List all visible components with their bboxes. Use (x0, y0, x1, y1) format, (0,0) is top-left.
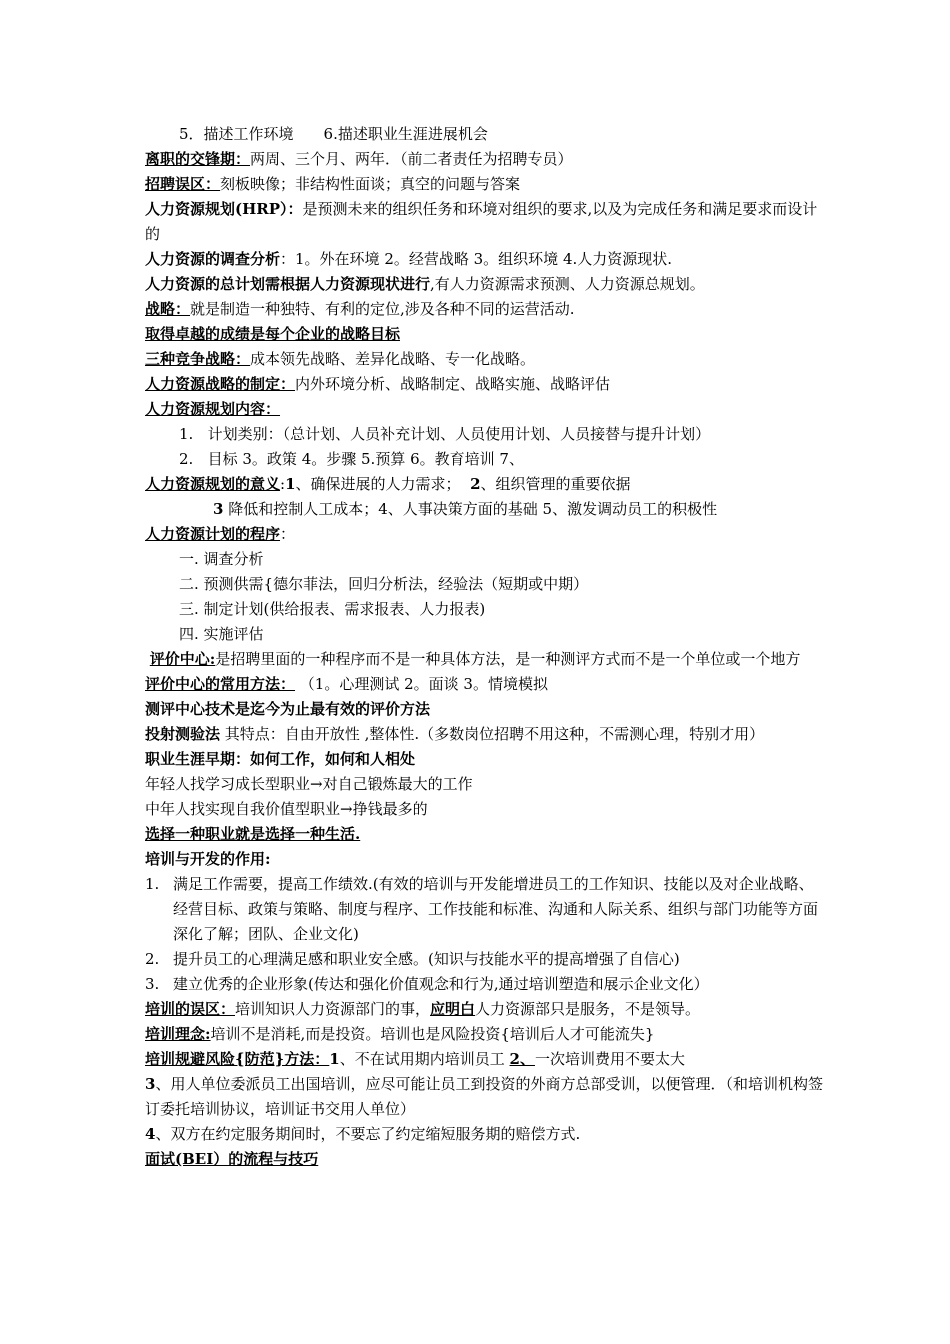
list-number: 1. (145, 875, 160, 893)
text-2: 一次培训费用不要太大 (534, 1050, 685, 1068)
heading-hr-plan-significance: 人力资源规划的意义 (145, 475, 281, 493)
heading-hrp: 人力资源规划(HRP）： (145, 200, 303, 218)
heading-hr-plan-procedure: 人力资源计划的程序 (145, 525, 281, 543)
list-text: 计划类别：（总计划、人员补充计划、人员使用计划、人员接替与提升计划） (207, 425, 711, 443)
heading-early-career: 职业生涯早期：如何工作，如何和人相处 (145, 750, 416, 768)
heading-hr-total-plan: 人力资源的总计划需根据人力资源现状进行 (145, 275, 431, 293)
num-1: 1 (285, 475, 296, 493)
line-27 (145, 797, 825, 822)
line-15 (145, 497, 825, 522)
text-young: 年轻人找学习成长型职业→对自己锻炼最大的工作 (145, 775, 473, 793)
heading-strategy: 战略： (145, 300, 191, 318)
text-hrp: 是预测未来的组织任务和环境对组织的要求,以及为完成任务和满足要求而设计的 (145, 200, 818, 243)
heading-understand: 应明白 (430, 1000, 476, 1018)
heading-recruit-misconception: 招聘误区： (145, 175, 221, 193)
num-4: 4 (145, 1125, 156, 1143)
step-1: 一. 调查分析 (179, 550, 264, 568)
line-1 (145, 122, 825, 147)
line-18 (145, 572, 825, 597)
heading-assessment-methods: 评价中心的常用方法： (145, 675, 296, 693)
colon: : (280, 475, 286, 493)
heading-assessment-center: 评价中心: (149, 650, 216, 668)
line-37 (145, 1122, 825, 1147)
num-3: 3 (213, 500, 224, 518)
line-22 (145, 672, 825, 697)
text-misconception: 培训知识人力资源部门的事， (235, 1000, 431, 1018)
line-11 (145, 397, 825, 422)
text-understand: 人力资源部只是服务，不是领导。 (475, 1000, 701, 1018)
line-36 (145, 1072, 825, 1122)
line-7 (145, 297, 825, 322)
text-hr-survey: ：1。外在环境 2。经营战略 3。组织环境 4.人力资源现状. (280, 250, 673, 268)
line-25 (145, 747, 825, 772)
text-4: 、双方在约定服务期间时，不要忘了约定缩短服务期的赔偿方式. (155, 1125, 581, 1143)
text-assessment-center: 是招聘里面的一种程序而不是一种具体方法，是一种测评方式而不是一个单位或一个地方 (215, 650, 801, 668)
heading-hr-survey: 人力资源的调查分析 (145, 250, 281, 268)
heading-assessment-most-effective: 测评中心技术是迄今为止最有效的评价方法 (145, 700, 431, 718)
list-item-2 (145, 947, 825, 972)
num-2: 2、 (509, 1050, 535, 1068)
line-34 (145, 1022, 825, 1047)
line-19 (145, 597, 825, 622)
heading-resignation: 离职的交锋期： (145, 150, 251, 168)
line-10 (145, 372, 825, 397)
item-6: 6.描述职业生涯进展机会 (323, 125, 488, 143)
step-4: 四. 实施评估 (179, 625, 264, 643)
text-competitive-strategies: 成本领先战略、差异化战略、专一化战略。 (250, 350, 536, 368)
text-hr-strategy-making: 内外环境分析、战略制定、战略实施、战略评估 (295, 375, 611, 393)
list-text: 目标 3。政策 4。步骤 5.预算 6。教育培训 7、 (207, 450, 524, 468)
heading-training-role: 培训与开发的作用: (145, 850, 271, 868)
heading-projective-test: 投射测验法 (145, 725, 221, 743)
line-16 (145, 522, 825, 547)
line-12 (145, 422, 825, 447)
heading-training-risk: 培训规避风险{防范}方法： (145, 1050, 330, 1068)
list-text: 建立优秀的企业形象(传达和强化价值观念和行为,通过培训塑造和展示企业文化） (173, 975, 709, 993)
text-recruit-misconception: 刻板映像；非结构性面谈；真空的问题与答案 (220, 175, 521, 193)
item-5: 5．描述工作环境 (179, 125, 294, 143)
line-4 (145, 197, 825, 247)
line-35 (145, 1047, 825, 1072)
colon: ： (280, 525, 296, 543)
list-number: 3. (145, 975, 160, 993)
line-5 (145, 247, 825, 272)
line-20 (145, 622, 825, 647)
heading-excellence: 取得卓越的成绩是每个企业的战略目标 (145, 325, 401, 343)
line-21 (145, 647, 825, 672)
text-strategy: 就是制造一种独特、有利的定位,涉及各种不同的运营活动. (190, 300, 575, 318)
text-resignation: 两周、三个月、两年．（前二者责任为招聘专员） (250, 150, 573, 168)
text-1: 、不在试用期内培训员工 (339, 1050, 505, 1068)
heading-interview-bei: 面试(BEI）的流程与技巧 (145, 1150, 319, 1168)
list-number: 1. (179, 425, 194, 443)
line-2 (145, 147, 825, 172)
line-23 (145, 697, 825, 722)
text-2: 、组织管理的重要依据 (480, 475, 631, 493)
line-26 (145, 772, 825, 797)
text-training-philosophy: 培训不是消耗,而是投资。培训也是风险投资{培训后人才可能流失} (210, 1025, 655, 1043)
heading-hr-strategy-making: 人力资源战略的制定： (145, 375, 296, 393)
line-8 (145, 322, 825, 347)
text-3: 降低和控制人工成本；4、人事决策方面的基础 5、激发调动员工的积极性 (228, 500, 718, 518)
text-projective-test: 其特点：自由开放性 ,整体性.（多数岗位招聘不用这种，不需测心理，特别才用） (224, 725, 765, 743)
text-middle-aged: 中年人找实现自我价值型职业→挣钱最多的 (145, 800, 428, 818)
list-item-1 (145, 872, 825, 947)
text-3: 、用人单位委派员工出国培训，应尽可能让员工到投资的外商方总部受训，以便管理．（和培训机构签订委托培训协议，培训证书交用人单位） (145, 1075, 823, 1118)
num-1: 1 (329, 1050, 340, 1068)
text-assessment-methods: （1。心理测试 2。面谈 3。情境模拟 (299, 675, 548, 693)
line-28 (145, 822, 825, 847)
step-2: 二. 预测供需{德尔菲法，回归分析法，经验法（短期或中期） (179, 575, 589, 593)
list-number: 2. (179, 450, 194, 468)
heading-competitive-strategies: 三种竞争战略： (145, 350, 251, 368)
line-3 (145, 172, 825, 197)
line-17 (145, 547, 825, 572)
line-38 (145, 1147, 825, 1172)
heading-training-philosophy: 培训理念: (145, 1025, 211, 1043)
line-6 (145, 272, 825, 297)
heading-training-misconception: 培训的误区： (145, 1000, 236, 1018)
line-33 (145, 997, 825, 1022)
list-number: 2. (145, 950, 160, 968)
list-text: 满足工作需要，提高工作绩效.(有效的培训与开发能增进员工的工作知识、技能以及对企业战略、经营目标、政策与策略、制度与程序、工作技能和标准、沟通和人际关系、组织与部门功能等方面深化了解；团队、企业文化) (173, 875, 819, 943)
step-3: 三. 制定计划(供给报表、需求报表、人力报表) (179, 600, 486, 618)
line-13 (145, 447, 825, 472)
line-24 (145, 722, 825, 747)
num-2: 2 (470, 475, 481, 493)
text-1: 、确保进展的人力需求； (295, 475, 461, 493)
heading-hr-plan-content: 人力资源规划内容： (145, 400, 281, 418)
line-9 (145, 347, 825, 372)
text-hr-total-plan: ,有人力资源需求预测、人力资源总规划。 (430, 275, 705, 293)
line-29 (145, 847, 825, 872)
heading-career-choice: 选择一种职业就是选择一种生活. (145, 825, 361, 843)
document-page (145, 122, 825, 1172)
list-item-3 (145, 972, 825, 997)
num-3: 3 (145, 1075, 156, 1093)
line-14 (145, 472, 825, 497)
list-text: 提升员工的心理满足感和职业安全感。(知识与技能水平的提高增强了自信心) (173, 950, 680, 968)
